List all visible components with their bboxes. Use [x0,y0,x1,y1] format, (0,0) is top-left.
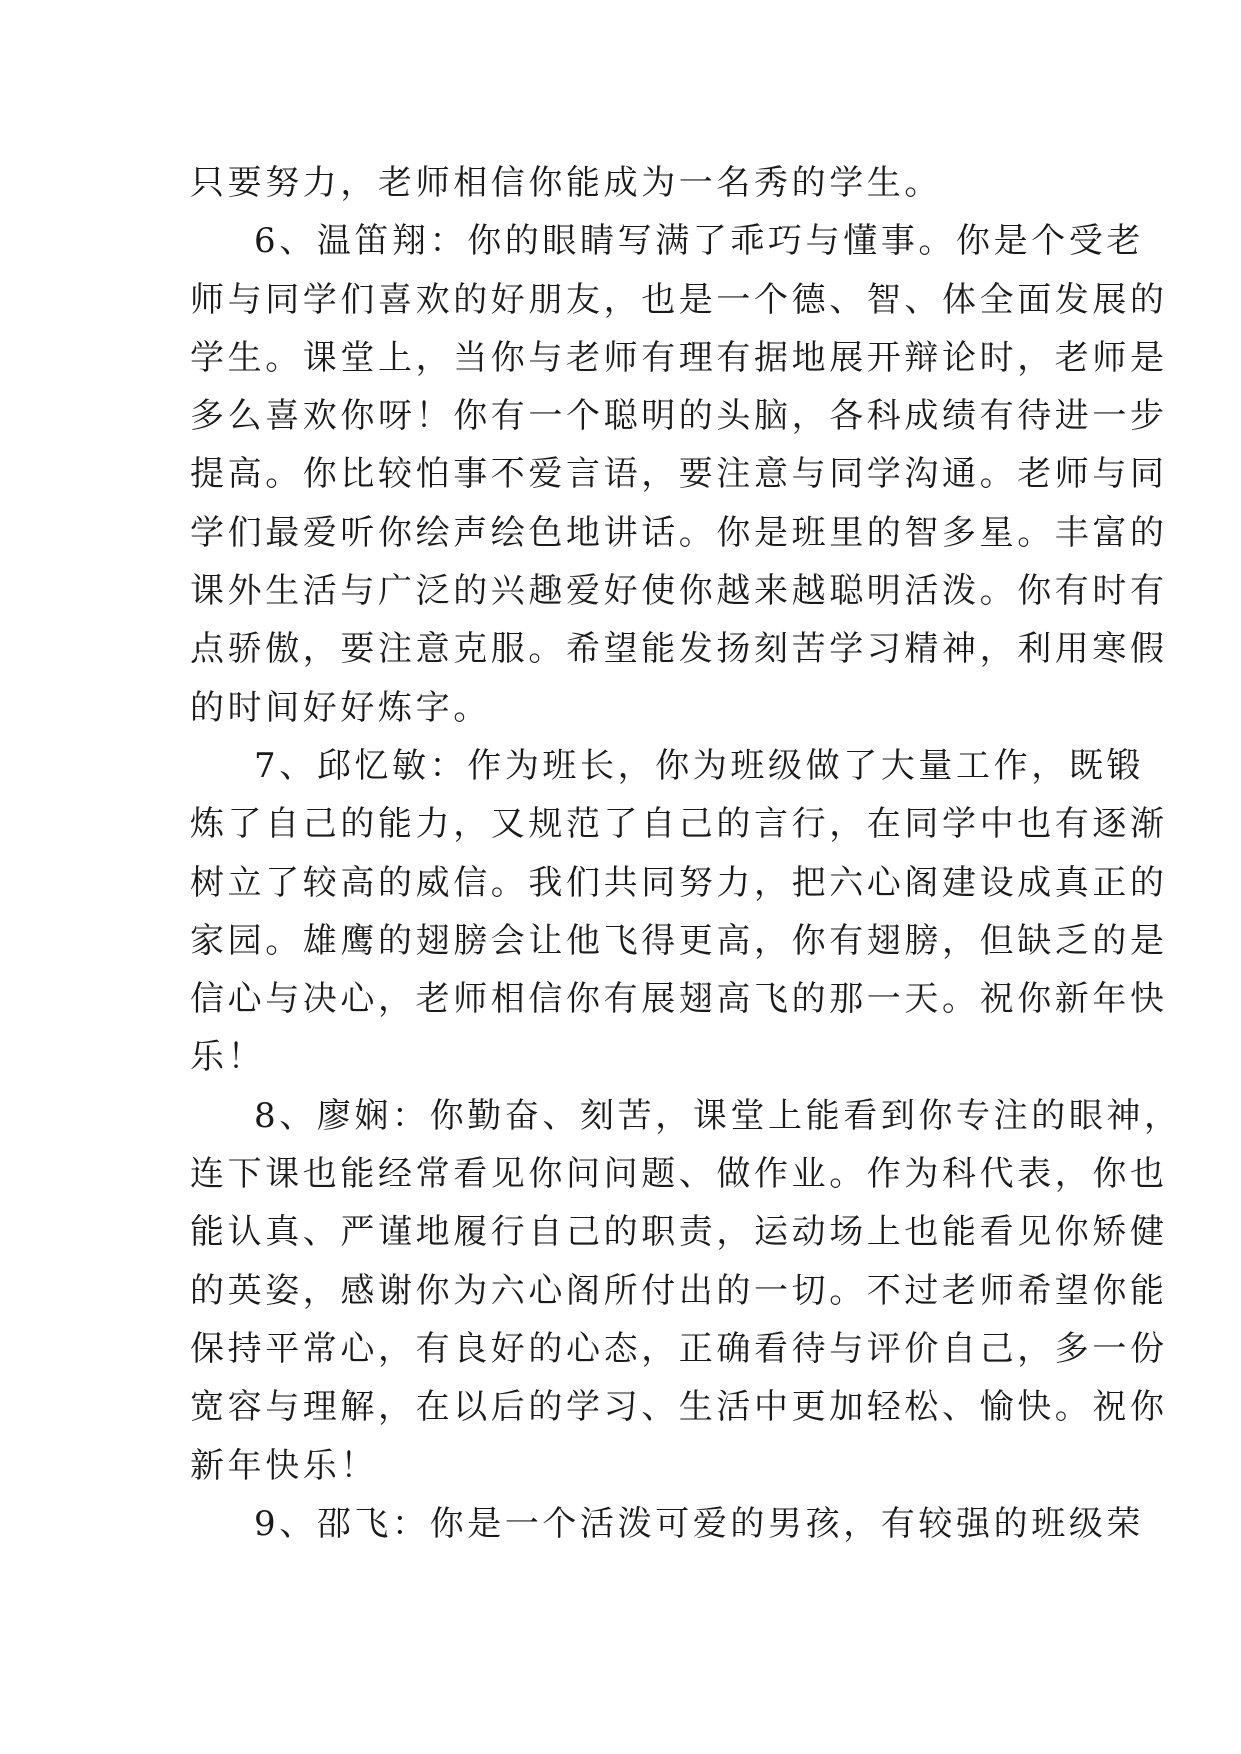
text-line: 只要努力，老师相信你能成为一名秀的学生。 [190,163,942,203]
text-line: 学们最爱听你绘声绘色地讲话。你是班里的智多星。丰富的 [190,512,1168,553]
text-line: 家园。雄鹰的翅膀会让他飞得更高，你有翅膀，但缺乏的是 [190,920,1168,961]
text-line: 6、温笛翔：你的眼睛写满了乖巧与懂事。你是个受老 [254,221,1145,262]
text-line: 宽容与理解，在以后的学习、生活中更加轻松、愉快。祝你 [190,1387,1168,1428]
text-line: 的时间好好炼字。 [190,687,491,728]
text-line: 树立了较高的威信。我们共同努力，把六心阁建设成真正的 [190,862,1168,903]
text-line: 多么喜欢你呀！你有一个聪明的头脑，各科成绩有待进一步 [190,396,1168,437]
text-line: 乐！ [190,1037,266,1078]
text-line: 点骄傲，要注意克服。希望能发扬刻苦学习精神，利用寒假 [190,629,1168,670]
text-line: 课外生活与广泛的兴趣爱好使你越来越聪明活泼。你有时有 [190,571,1168,612]
body-text [190,154,1182,1553]
text-line: 7、邱忆敏：作为班长，你为班级做了大量工作，既锻 [254,745,1145,786]
text-line: 连下课也能经常看见你问问题、做作业。作为科代表，你也 [190,1154,1168,1195]
text-line: 信心与决心，老师相信你有展翅高飞的那一天。祝你新年快 [190,979,1168,1020]
text-line: 的英姿，感谢你为六心阁所付出的一切。不过老师希望你能 [190,1270,1168,1311]
text-line: 9、邵飞：你是一个活泼可爱的男孩，有较强的班级荣 [254,1503,1145,1544]
text-line: 保持平常心，有良好的心态，正确看待与评价自己，多一份 [190,1328,1168,1369]
text-line: 提高。你比较怕事不爱言语，要注意与同学沟通。老师与同 [190,454,1168,495]
text-line: 能认真、严谨地履行自己的职责，运动场上也能看见你矫健 [190,1212,1168,1253]
text-line: 学生。课堂上，当你与老师有理有据地展开辩论时，老师是 [190,337,1168,378]
text-line: 新年快乐！ [190,1445,378,1486]
text-line: 8、廖娴：你勤奋、刻苦，课堂上能看到你专注的眼神， [254,1095,1182,1136]
text-line: 师与同学们喜欢的好朋友，也是一个德、智、体全面发展的 [190,279,1168,320]
text-line: 炼了自己的能力，又规范了自己的言行，在同学中也有逐渐 [190,804,1168,845]
